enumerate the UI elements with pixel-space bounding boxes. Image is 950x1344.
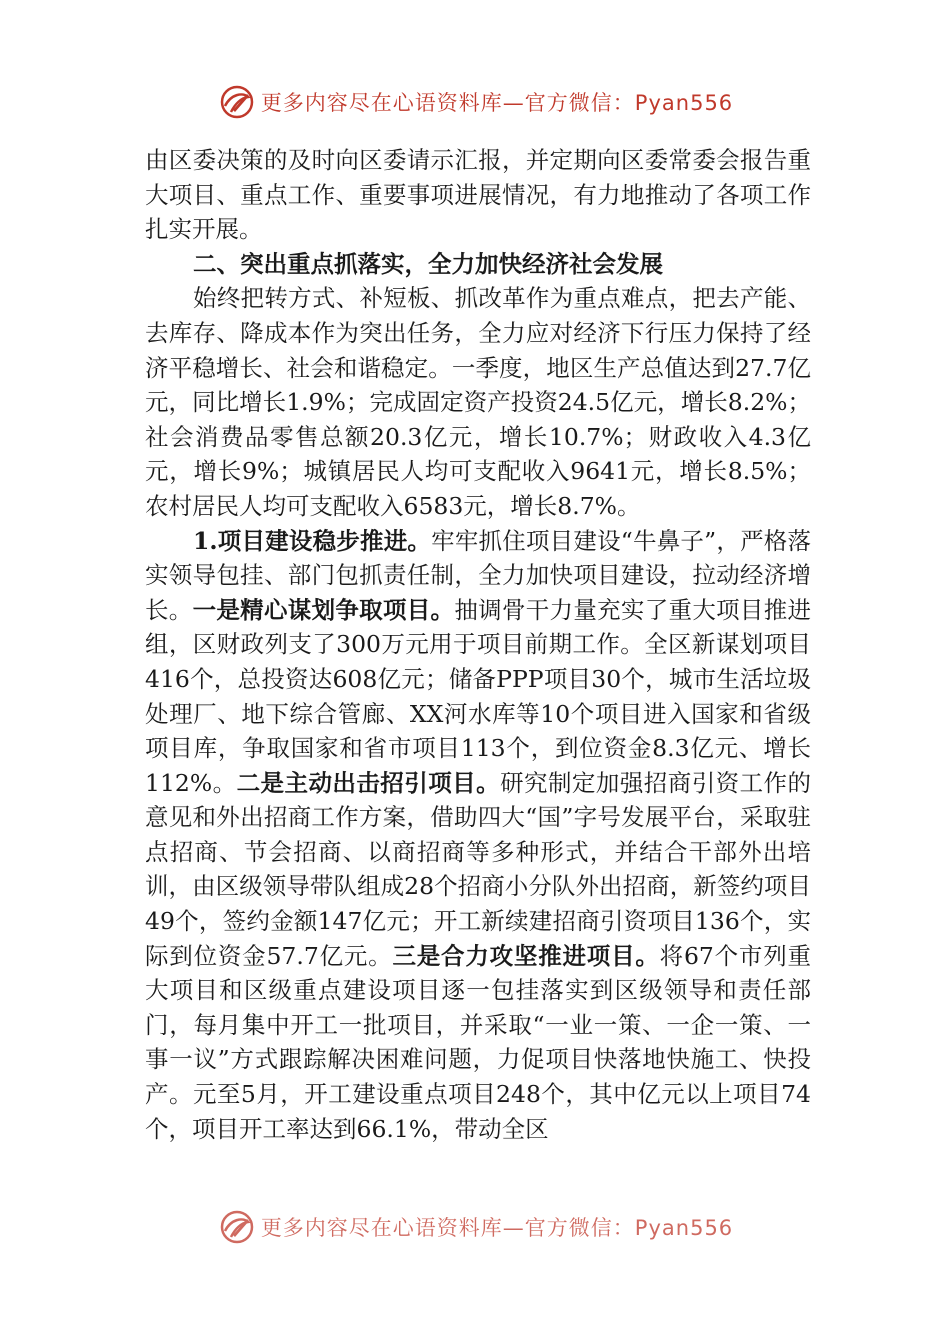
paragraph-economy-summary: 始终把转方式、补短板、抓改革作为重点难点，把去产能、去库存、降成本作为突出任务，全力应对经济下行压力保持了经济平稳增长、社会和谐稳定。一季度，地区生产总值达到27.7亿元，同比增长1.9%；完成固定资产投资24.5亿元，增长8.2%；社会消费品零售总额20.3亿元，增长10.7%；财政收入4.3亿元，增长9%；城镇居民人均可支配收入9641元，增长8.5%；农村居民人均可支配收入6583元，增长8.7%。 <box>145 284 811 520</box>
bold-lead-project-construction: 1.项目建设稳步推进。 <box>193 526 432 555</box>
text-plan-projects: 抽调骨干力量充实了重大项目推进组，区财政列支了300万元用于项目前期工作。全区新谋划项目416个，总投资达608亿元；储备PPP项目30个，城市生活垃圾处理厂、地下综合管廊、XX河水库等10个项目进入国家和省级项目库，争取国家和省市项目113个，到位资金8.3亿元、增长112%。 <box>145 595 812 797</box>
watermark-text: 更多内容尽在心语资料库—官方微信：Pyan556 <box>260 1216 734 1240</box>
section-heading: 二、突出重点抓落实，全力加快经济社会发展 <box>193 249 663 278</box>
text-project-intro: 牢牢抓住项目建设“牛鼻子”，严格落实领导包挂、部门包抓责任制，全力加快项目建设，拉动经济增长。 <box>145 526 811 624</box>
bold-lead-attract-investment: 二是主动出击招引项目。 <box>236 768 501 797</box>
text-advance-projects: 将67个市列重大项目和区级重点建设项目逐一包挂落实到区级领导和责任部门，每月集中开工一批项目，并采取“一业一策、一企一策、一事一议”方式跟踪解决困难问题，力促项目快落地快施工、快投产。元至5月，开工建设重点项目248个，其中亿元以上项目74个，项目开工率达到66.1%，带动全区 <box>145 941 812 1143</box>
bold-lead-advance-projects: 三是合力攻坚推进项目。 <box>392 941 660 970</box>
document-body <box>145 143 811 1146</box>
watermark-banner-bottom <box>0 1205 950 1249</box>
watermark-text: 更多内容尽在心语资料库—官方微信：Pyan556 <box>260 91 734 115</box>
watermark-banner-top <box>0 80 950 124</box>
pen-swirl-logo-icon <box>217 1207 257 1247</box>
bold-lead-plan-projects: 一是精心谋划争取项目。 <box>192 595 455 624</box>
paragraph-project-construction <box>145 524 811 1147</box>
pen-swirl-logo-icon <box>217 82 257 122</box>
text-attract-investment: 研究制定加强招商引资工作的意见和外出招商工作方案，借助四大“国”字号发展平台，采取驻点招商、节会招商、以商招商等多种形式，并结合干部外出培训，由区级领导带队组成28个招商小分队外出招商，新签约项目49个，签约金额147亿元；开工新续建招商引资项目136个，实际到位资金57.7亿元。 <box>145 768 812 970</box>
paragraph-continuation: 由区委决策的及时向区委请示汇报，并定期向区委常委会报告重大项目、重点工作、重要事项进展情况，有力地推动了各项工作扎实开展。 <box>145 146 811 244</box>
